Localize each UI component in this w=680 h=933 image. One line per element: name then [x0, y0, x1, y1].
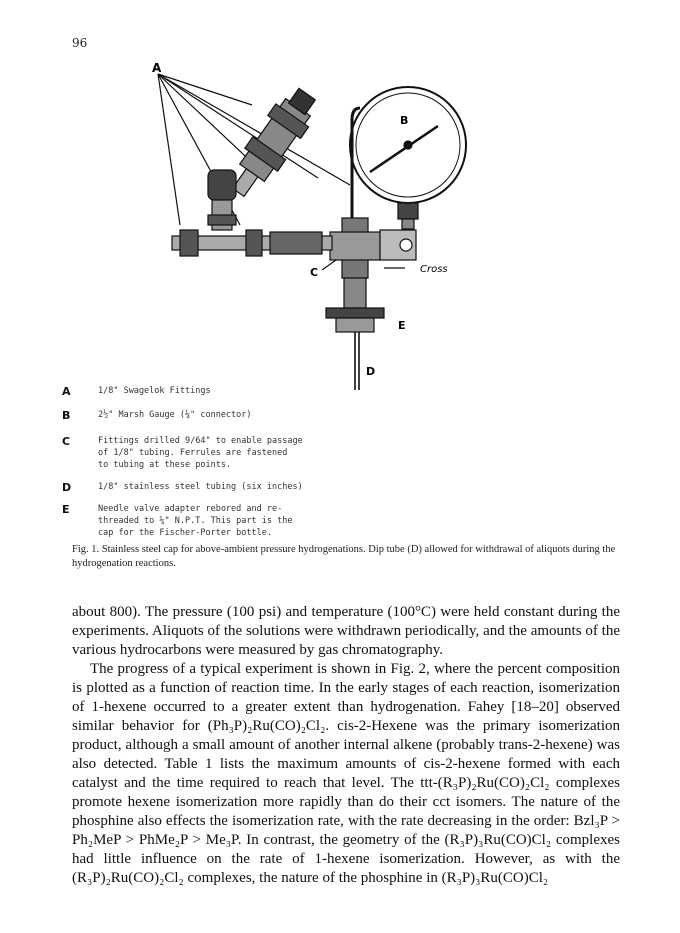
apparatus-diagram: [60, 60, 480, 390]
figure-caption: Fig. 1. Stainless steel cap for above-ambient pressure hydrogenations. Dip tube (D) allowed for withdrawal of aliquots during the hydrogenation reactions.: [72, 544, 616, 569]
label-a: A: [152, 61, 162, 75]
label-d: D: [366, 365, 376, 378]
label-e: E: [398, 319, 406, 332]
paragraph: The progress of a typical experiment is shown in Fig. 2, where the percent composition is plotted as a function of reaction time. In the early stages of each reaction, isomerization of 1-hexene occurred to a greater extent than hydrogenation. Fahey [18–20] observed similar behavior for (Ph₃P)₂Ru(CO)₂Cl₂. cis-2-Hexene was the primary isomerization product, although a small amount of another internal alkene (probably trans-2-hexene) was also detected. Table 1 lists the maximum amounts of cis-2-hexene formed with each catalyst and the time required to reach that level. The ttt-(R₃P)₂Ru(CO)₂Cl₂ complexes promote hexene isomerization more rapidly than do their cct isomers. The nature of the phosphine also effects the isomerization rate, with the rate decreasing in the order: Bzl₃P > Ph₂MeP > PhMe₂P > Me₃P. In contrast, the geometry of the (R₃P)₃Ru(CO)Cl₂ complexes had little influence on the rate of 1-hexene isomerization. However, as with the (R₃P)₂Ru(CO)₂Cl₂ complexes, the nature of the phosphine in (R₃P)₃Ru(CO)Cl₂: [72, 661, 620, 886]
page-number: 96: [72, 36, 88, 50]
label-c: C: [310, 266, 319, 279]
label-b: B: [400, 114, 409, 127]
paragraph: about 800). The pressure (100 psi) and temperature (100°C) were held constant during the experiments. Aliquots of the solutions were withdrawn periodically, and the amounts of the various hydrocarbons were measured by gas chromatography.: [72, 604, 620, 658]
label-cross: Cross: [420, 264, 448, 275]
body-text: [72, 603, 620, 888]
